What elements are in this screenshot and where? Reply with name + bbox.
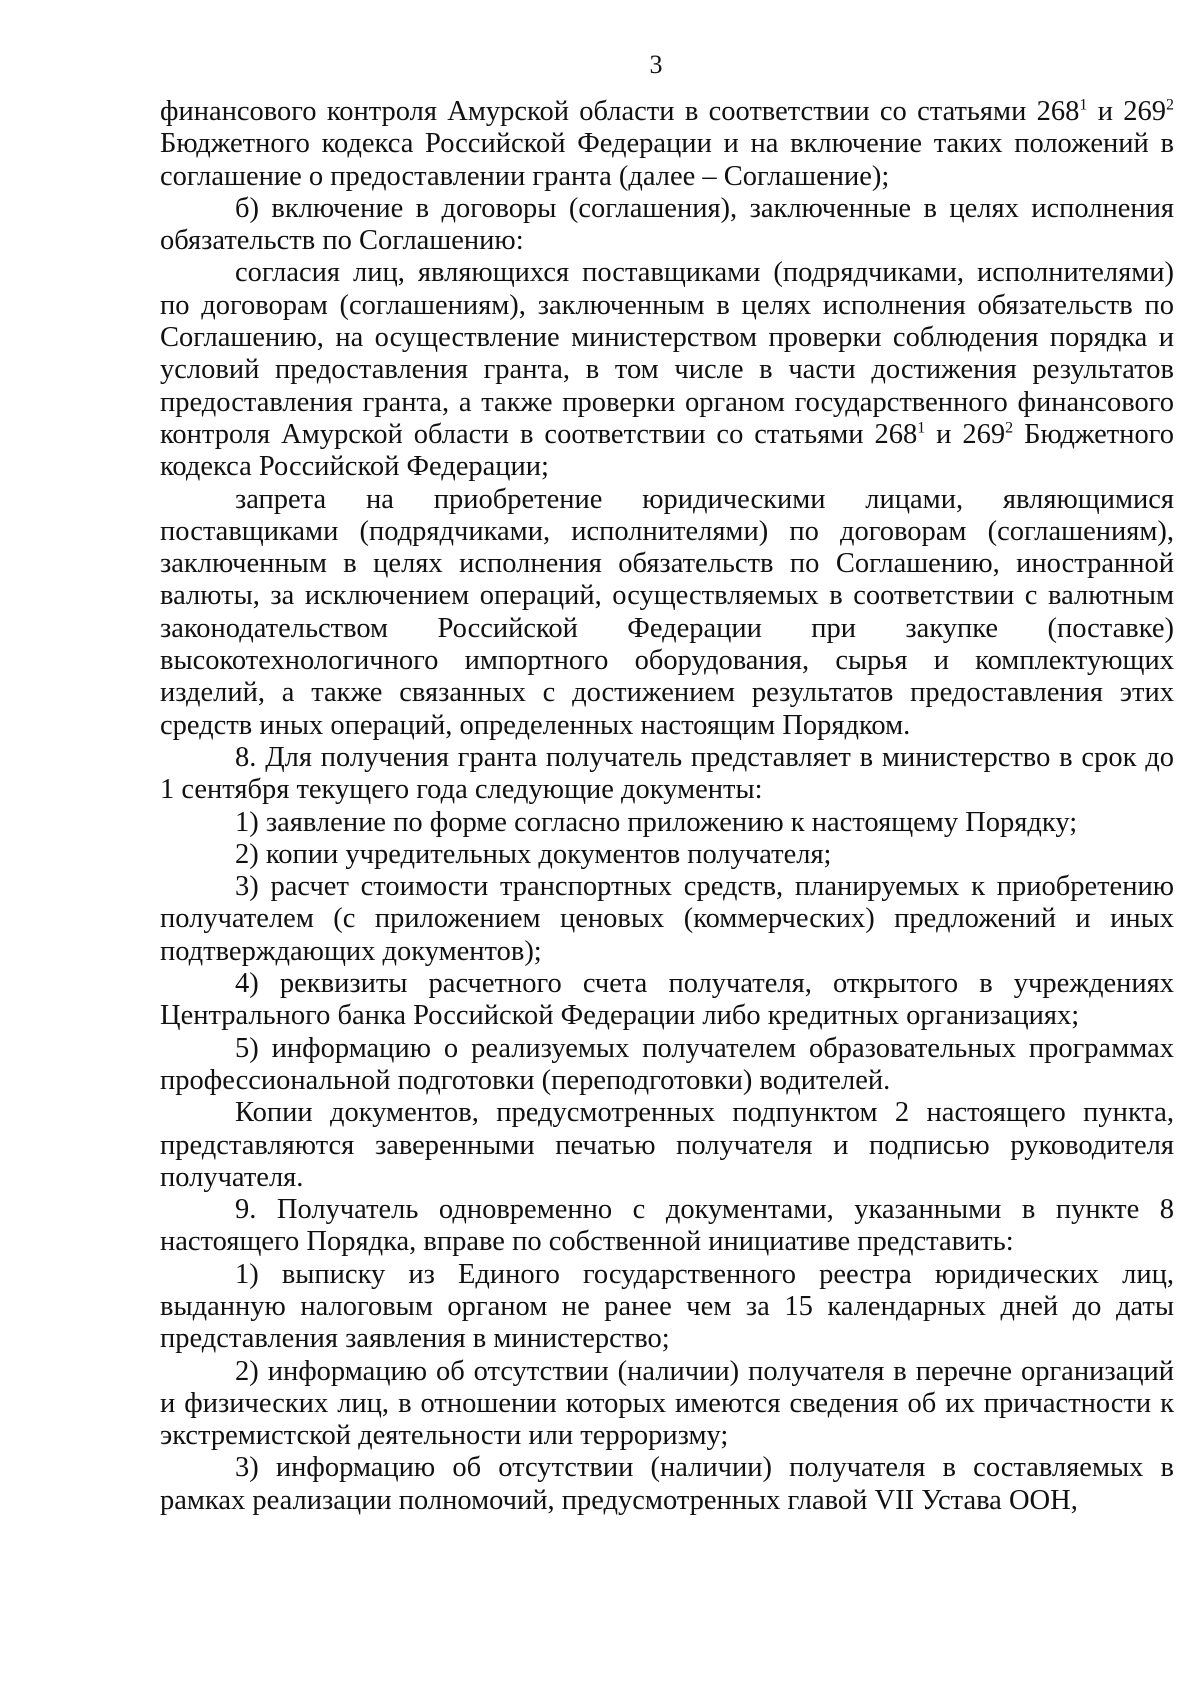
text-run: запрета на приобретение юридическими лицами, являющимися поставщиками (подрядчиками, исполнителями) по договорам (соглашениям), заключенным в целях исполнения обязательств по Соглашению, иностранной валюты, за исключением операций, осуществляемых в соответствии с валютным законодательством Российской Федерации при закупке (поставке) высокотехнологичного импортного оборудования, сырья и комплектующих изделий, а также связанных с достижением результатов предоставления этих средств иных операций, определенных настоящим Порядком. <box>160 483 1174 741</box>
text-run: финансового контроля Амурской области в соответствии со статьями 268 <box>160 96 1080 127</box>
document-body <box>160 96 1174 1517</box>
text-run: 2) информацию об отсутствии (наличии) получателя в перечне организаций и физических лиц, в отношении которых имеются сведения об их причастности к экстремистской деятельности или терроризму; <box>160 1355 1174 1452</box>
page-number: 3 <box>649 50 663 79</box>
text-run: 1) выписку из Единого государственного реестра юридических лиц, выданную налоговым органом не ранее чем за 15 календарных дней до даты представления заявления в министерство; <box>160 1258 1174 1355</box>
paragraph-p6 <box>160 839 1174 871</box>
paragraph-p7 <box>160 871 1174 968</box>
text-run: и 269 <box>1087 96 1166 127</box>
text-run: Бюджетного кодекса Российской Федерации; <box>160 418 1174 483</box>
text-run: и 269 <box>925 418 1006 450</box>
paragraph-p2 <box>160 257 1174 483</box>
paragraph-p9 <box>160 1033 1174 1098</box>
text-run: Копии документов, предусмотренных подпунктом 2 настоящего пункта, представляются заверенными печатью получателя и подписью руководителя получателя. <box>160 1097 1174 1193</box>
text-run: 5) информацию о реализуемых получателем образовательных программах профессиональной подготовки (переподготовки) водителей. <box>160 1032 1174 1096</box>
paragraph-p13 <box>160 1356 1174 1453</box>
text-run: 9. Получатель одновременно с документами, указанными в пункте 8 настоящего Порядка, вправе по собственной инициативе представить: <box>160 1194 1174 1258</box>
text-run: б) включение в договоры (соглашения), заключенные в целях исполнения обязательств по Соглашению: <box>160 192 1174 257</box>
text-run: 8. Для получения гранта получатель представляет в министерство в срок до 1 сентября текущего года следующие документы: <box>160 741 1174 806</box>
paragraph-p1 <box>160 193 1174 258</box>
paragraph-p10 <box>160 1097 1174 1194</box>
text-run: Бюджетного кодекса Российской Федерации и на включение таких положений в соглашение о предоставлении гранта (далее – Соглашение); <box>160 128 1174 192</box>
paragraph-p3 <box>160 484 1174 742</box>
superscript: 2 <box>1005 419 1014 437</box>
paragraph-p5 <box>160 807 1174 839</box>
paragraph-p11 <box>160 1194 1174 1259</box>
superscript: 2 <box>1166 96 1174 114</box>
paragraph-p8 <box>160 968 1174 1033</box>
text-run: 1) заявление по форме согласно приложению к настоящему Порядку; <box>235 806 1078 838</box>
paragraph-p14 <box>160 1452 1174 1517</box>
paragraph-p12 <box>160 1259 1174 1356</box>
superscript: 1 <box>917 419 926 437</box>
text-run: 3) расчет стоимости транспортных средств, планируемых к приобретению получателем (с приложением ценовых (коммерческих) предложений и иных подтверждающих документов); <box>160 871 1174 967</box>
paragraph-p4 <box>160 742 1174 807</box>
paragraph-p0 <box>160 96 1174 193</box>
text-run: согласия лиц, являющихся поставщиками (подрядчиками, исполнителями) по договорам (соглашениям), заключенным в целях исполнения обязательств по Соглашению, на осуществление министерством проверки соблюдения порядка и условий предоставления гранта, в том числе в части достижения результатов предоставления гранта, а также проверки органом государственного финансового контроля Амурской области в соответствии со статьями 268 <box>160 257 1174 450</box>
text-run: 3) информацию об отсутствии (наличии) получателя в составляемых в рамках реализации полномочий, предусмотренных главой VII Устава ООН, <box>160 1452 1174 1516</box>
text-run: 2) копии учредительных документов получателя; <box>235 838 832 870</box>
superscript: 1 <box>1079 96 1088 114</box>
text-run: 4) реквизиты расчетного счета получателя, открытого в учреждениях Центрального банка Российской Федерации либо кредитных организациях; <box>160 968 1174 1032</box>
